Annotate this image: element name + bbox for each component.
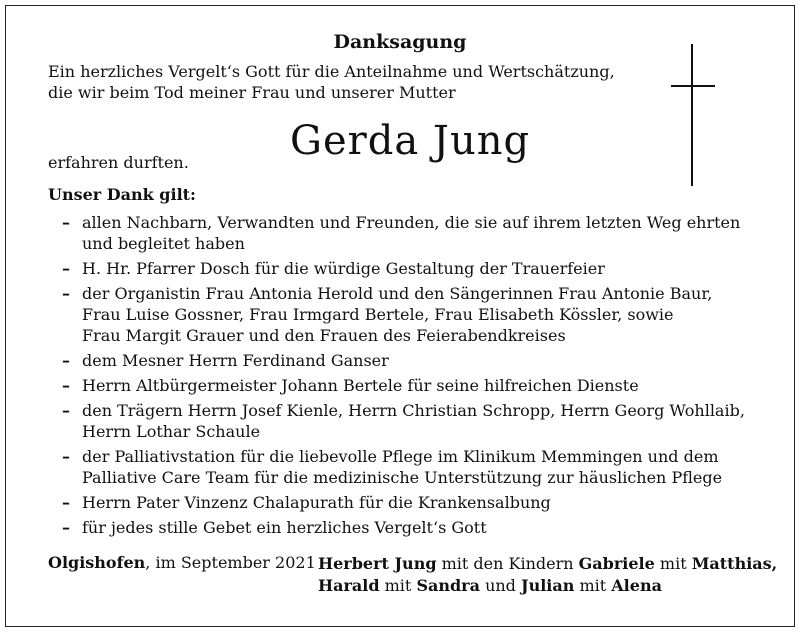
- thanks-item-line: dem Mesner Herrn Ferdinand Ganser: [82, 351, 389, 370]
- thanks-item: [62, 400, 762, 442]
- dash-bullet: –: [62, 284, 70, 303]
- thanks-item-line: Frau Margit Grauer und den Frauen des Feierabendkreises: [82, 326, 566, 345]
- dash-bullet: –: [62, 376, 70, 395]
- deceased-name: Gerda Jung: [290, 118, 531, 164]
- dash-bullet: –: [62, 447, 70, 466]
- notice-title: Danksagung: [333, 31, 467, 53]
- signers: [318, 553, 778, 597]
- thanks-item: [62, 375, 762, 396]
- thanks-item: [62, 283, 762, 346]
- signer-name: Julian: [521, 576, 575, 595]
- signer-name: Alena: [611, 576, 662, 595]
- intro-closing: erfahren durften.: [48, 153, 189, 172]
- signer-name: Harald: [318, 576, 380, 595]
- cross-horizontal-bar: [671, 85, 715, 87]
- signer-connector: mit: [379, 576, 417, 595]
- thanks-item-line: Herrn Lothar Schaule: [82, 422, 261, 441]
- intro-line: die wir beim Tod meiner Frau und unserer Mutter: [48, 83, 456, 102]
- place-date: [48, 553, 316, 572]
- intro-line: Ein herzliches Vergelt‘s Gott für die Anteilnahme und Wertschätzung,: [48, 62, 615, 81]
- signer-connector: und: [479, 576, 522, 595]
- thanks-heading: Unser Dank gilt:: [48, 185, 196, 204]
- signer-name: Matthias,: [691, 554, 778, 573]
- place-town: Olgishofen: [48, 553, 146, 572]
- place-date-text: , im September 2021: [145, 553, 316, 572]
- dash-bullet: –: [62, 213, 70, 232]
- thanks-item-line: allen Nachbarn, Verwandten und Freunden, die sie auf ihrem letzten Weg ehrten: [82, 213, 741, 232]
- dash-bullet: –: [62, 259, 70, 278]
- signer-connector: mit: [574, 576, 612, 595]
- dash-bullet: –: [62, 493, 70, 512]
- dash-bullet: –: [62, 401, 70, 420]
- thanks-item: [62, 212, 762, 254]
- thanks-item: [62, 350, 762, 371]
- cross-vertical-bar: [691, 44, 693, 186]
- thanks-item-line: der Organistin Frau Antonia Herold und den Sängerinnen Frau Antonie Baur,: [82, 284, 713, 303]
- thanks-list: [62, 212, 762, 542]
- intro-text: [48, 61, 615, 103]
- thanks-item-line: für jedes stille Gebet ein herzliches Vergelt‘s Gott: [82, 518, 487, 537]
- signers-line: [318, 553, 778, 575]
- thanks-item-line: Palliative Care Team für die medizinische Unterstützung zur häuslichen Pflege: [82, 468, 723, 487]
- signer-name: Sandra: [416, 576, 480, 595]
- thanks-item: [62, 446, 762, 488]
- thanks-item: [62, 517, 762, 538]
- signer-name: Gabriele: [578, 554, 655, 573]
- thanks-item: [62, 258, 762, 279]
- signers-line: [318, 575, 778, 597]
- signer-connector: mit: [654, 554, 692, 573]
- signer-connector: mit den Kindern: [436, 554, 579, 573]
- thanks-item-line: den Trägern Herrn Josef Kienle, Herrn Christian Schropp, Herrn Georg Wohllaib,: [82, 401, 745, 420]
- thanks-item: [62, 492, 762, 513]
- thanks-item-line: H. Hr. Pfarrer Dosch für die würdige Gestaltung der Trauerfeier: [82, 259, 605, 278]
- thanks-item-line: und begleitet haben: [82, 234, 245, 253]
- thanks-item-line: der Palliativstation für die liebevolle Pflege im Klinikum Memmingen und dem: [82, 447, 719, 466]
- thanks-item-line: Herrn Pater Vinzenz Chalapurath für die Krankensalbung: [82, 493, 551, 512]
- thanks-item-line: Frau Luise Gossner, Frau Irmgard Bertele, Frau Elisabeth Kössler, sowie: [82, 305, 674, 324]
- dash-bullet: –: [62, 351, 70, 370]
- dash-bullet: –: [62, 518, 70, 537]
- thanks-item-line: Herrn Altbürgermeister Johann Bertele für seine hilfreichen Dienste: [82, 376, 639, 395]
- signer-name: Herbert Jung: [318, 554, 437, 573]
